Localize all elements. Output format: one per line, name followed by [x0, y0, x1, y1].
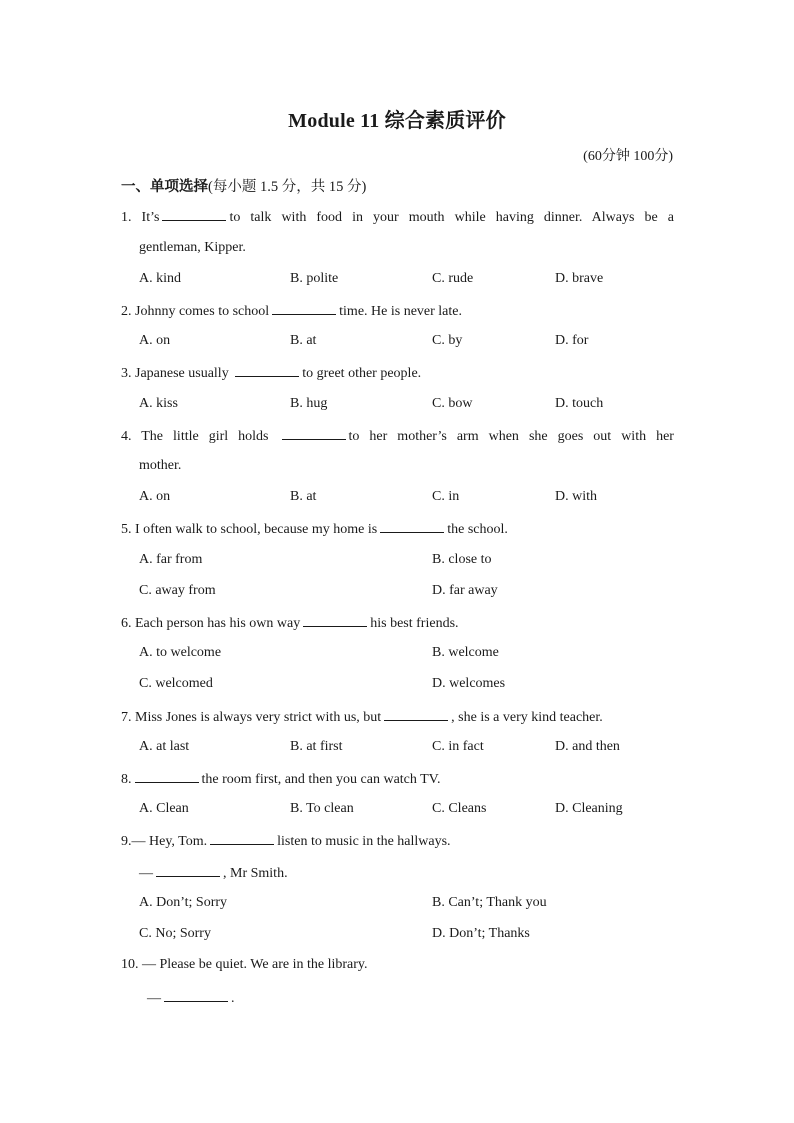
question-8-stem: 8. the room first, and then you can watch TV. [121, 772, 441, 787]
q2-option-a: A. on [139, 333, 171, 348]
answer-blank [210, 832, 274, 845]
answer-blank [156, 864, 220, 877]
q8-option-c: C. Cleans [432, 801, 487, 816]
q4-option-d: D. with [555, 489, 597, 504]
q2-option-d: D. for [555, 333, 589, 348]
question-2-stem: 2. Johnny comes to school time. He is never late. [121, 304, 462, 319]
answer-blank [164, 989, 228, 1002]
question-4-stem-cont: mother. [139, 458, 182, 473]
answer-blank [162, 208, 226, 221]
answer-blank [135, 770, 199, 783]
q8-option-b: B. To clean [290, 801, 354, 816]
q6-option-c: C. welcomed [139, 676, 213, 691]
q7-option-a: A. at last [139, 739, 190, 754]
question-10-reply: — . [147, 991, 235, 1006]
page-title: Module 11 综合素质评价 [288, 110, 506, 132]
question-6-stem: 6. Each person has his own way his best friends. [121, 616, 459, 631]
answer-blank [380, 520, 444, 533]
section-heading [121, 175, 366, 196]
question-3-stem: 3. Japanese usually to greet other people. [121, 366, 422, 381]
q9-option-b: B. Can’t; Thank you [432, 895, 547, 910]
question-5-stem: 5. I often walk to school, because my home is the school. [121, 522, 508, 537]
q1-option-c: C. rude [432, 271, 474, 286]
q9-option-a: A. Don’t; Sorry [139, 895, 228, 910]
question-4-stem: 4. The little girl holds to her mother’s arm when she goes out with her [121, 429, 674, 444]
q9-option-c: C. No; Sorry [139, 926, 211, 941]
q5-option-d: D. far away [432, 583, 498, 598]
q6-option-d: D. welcomes [432, 676, 506, 691]
q3-option-a: A. kiss [139, 396, 178, 411]
question-7-stem: 7. Miss Jones is always very strict with us, but , she is a very kind teacher. [121, 710, 603, 725]
question-9-reply: — , Mr Smith. [139, 866, 288, 881]
answer-blank [282, 427, 346, 440]
time-score-note: (60分钟 100分) [583, 149, 673, 164]
q2-option-b: B. at [290, 333, 317, 348]
question-10-stem: 10. — Please be quiet. We are in the library. [121, 957, 368, 972]
section-rule: (每小题 1.5 分，共 15 分) [208, 179, 367, 195]
section-label: 一、单项选择 [121, 179, 208, 195]
q1-option-a: A. kind [139, 271, 181, 286]
q3-option-b: B. hug [290, 396, 328, 411]
q4-option-a: A. on [139, 489, 171, 504]
q4-option-c: C. in [432, 489, 460, 504]
q6-option-a: A. to welcome [139, 645, 222, 660]
q5-option-a: A. far from [139, 552, 203, 567]
question-1-stem: 1. It’s to talk with food in your mouth while having dinner. Always be a [121, 210, 674, 225]
answer-blank [272, 302, 336, 315]
q7-option-c: C. in fact [432, 739, 484, 754]
q1-option-d: D. brave [555, 271, 604, 286]
q2-option-c: C. by [432, 333, 463, 348]
answer-blank [235, 364, 299, 377]
q4-option-b: B. at [290, 489, 317, 504]
q5-option-b: B. close to [432, 552, 492, 567]
q8-option-a: A. Clean [139, 801, 189, 816]
answer-blank [303, 614, 367, 627]
question-9-stem: 9.— Hey, Tom. listen to music in the hallways. [121, 834, 451, 849]
q7-option-b: B. at first [290, 739, 343, 754]
q6-option-b: B. welcome [432, 645, 499, 660]
answer-blank [384, 708, 448, 721]
question-1-stem-cont: gentleman, Kipper. [139, 240, 246, 255]
q1-option-b: B. polite [290, 271, 339, 286]
q3-option-d: D. touch [555, 396, 604, 411]
q3-option-c: C. bow [432, 396, 473, 411]
q7-option-d: D. and then [555, 739, 620, 754]
q8-option-d: D. Cleaning [555, 801, 623, 816]
q5-option-c: C. away from [139, 583, 216, 598]
q9-option-d: D. Don’t; Thanks [432, 926, 530, 941]
